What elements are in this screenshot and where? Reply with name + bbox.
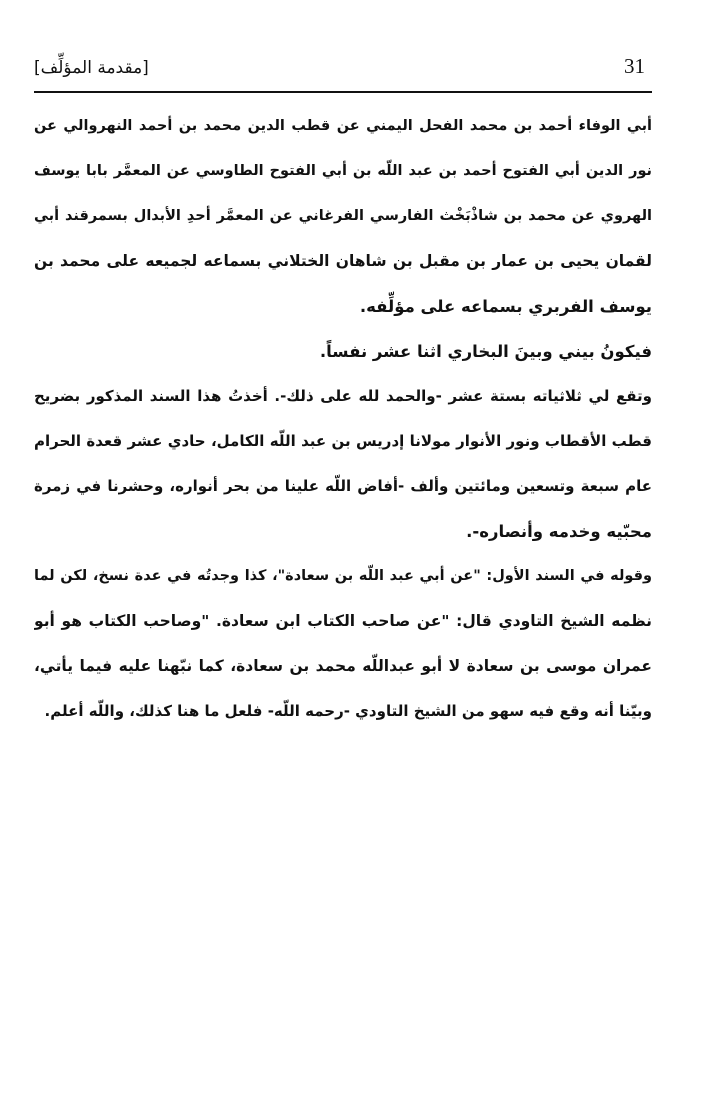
body-text [34,104,652,734]
text-line: قطب الأقطاب ونور الأنوار مولانا إدريس بن عبد اللّه الكامل، حادي عشر قعدة الحرام [34,432,652,450]
text-line: عمران موسى بن سعادة لا أبو عبداللّه محمد بن سعادة، كما نبّهنا عليه فيما يأتي، [34,657,652,675]
page-number: 31 [624,54,645,78]
running-title: [مقدمة المؤلِّف] [34,58,149,78]
text-line: نظمه الشيخ التاودي قال: "عن صاحب الكتاب ابن سعادة. "وصاحب الكتاب هو أبو [34,612,652,630]
text-line: وبيّنا أنه وقع فيه سهو من الشيخ التاودي -رحمه اللّه- فلعل ما هنا كذلك، واللّه أعلم. [44,702,652,720]
text-line: نور الدين أبي الفتوح أحمد بن عبد اللّه بن أبي الفتوح الطاوسي عن المعمَّر بابا يوسف [34,163,652,179]
text-line: وقوله في السند الأول: "عن أبي عبد اللّه بن سعادة"، كذا وجدتُه في عدة نسخ، لكن لما [34,568,652,584]
page-header [34,50,652,86]
text-line: الهروي عن محمد بن شاذْبَخْث الفارسي الفرغاني عن المعمَّر أحدِ الأبدال بسمرقند أبي [34,208,652,224]
text-line: عام سبعة وتسعين ومائتين وألف -أفاض اللّه علينا من بحر أنواره، وحشرنا في زمرة [34,477,652,495]
text-line: محبّيه وخدمه وأنصاره-. [466,522,652,541]
text-line: أبي الوفاء أحمد بن محمد الفحل اليمني عن قطب الدين محمد بن أحمد النهروالي عن [34,118,652,134]
text-line: لقمان يحيى بن عمار بن مقبل بن شاهان الختلاني بسماعه لجميعه على محمد بن [34,252,652,270]
text-line: يوسف الفربري بسماعه على مؤلِّفه. [359,297,652,316]
header-rule [34,91,652,93]
text-line: وتقع لي ثلاثياته بستة عشر -والحمد لله على ذلك-. أخذتُ هذا السند المذكور بضريح [34,387,652,405]
text-line: فيكونُ بيني وبينَ البخاري اثنا عشر نفساً. [319,342,652,361]
